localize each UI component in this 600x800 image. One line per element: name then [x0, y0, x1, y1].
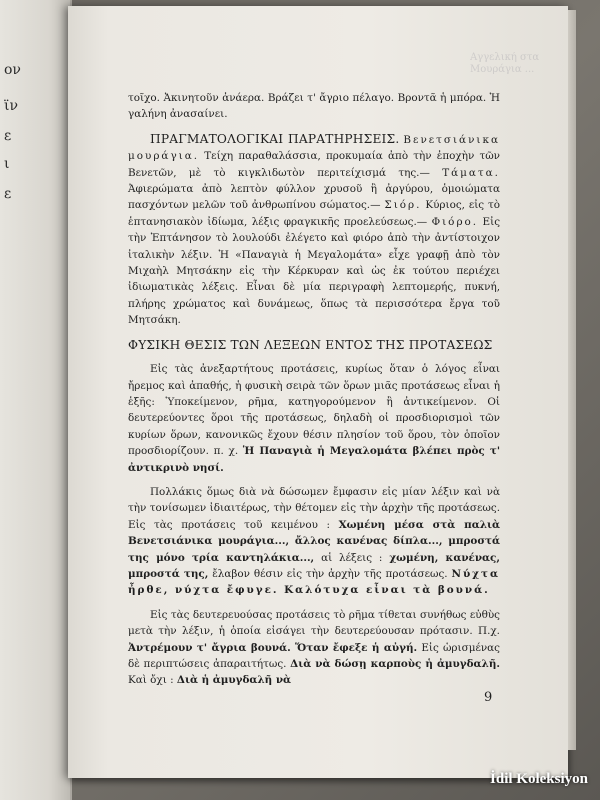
- paragraph-continuation: τοῖχο. Ἀκινητοῦν ἀνάερα. Βράζει τ' ἄγριο πέλαγο. Βροντᾶ ἡ μπόρα. Ἡ γαλήνη ἀνασαίνει.: [128, 92, 500, 121]
- example-text: Ἡ Παναγιὰ ἡ Μεγαλομάτα βλέπει πρὸς τ' ἀντικρινὸ νησί.: [128, 445, 500, 474]
- definition: Κύριος, εἰς τὸ ἑπτανησιακὸν ἰδίωμα, λέξις φραγκικῆς προελεύσεως.—: [128, 199, 500, 228]
- body-text: αἱ λέξεις :: [321, 551, 383, 564]
- watermark: İdil Koleksiyon: [490, 771, 588, 787]
- body-text: Καὶ ὄχι :: [128, 674, 174, 687]
- left-page-fragment: ε: [4, 186, 12, 202]
- left-page-fragment: ον: [4, 62, 21, 78]
- body-text: Εἰς τὰς ἀνεξαρτήτους προτάσεις, κυρίως ὅταν ὁ λόγος εἶναι ἤρεμος καὶ ἀπαθής, ἡ φυσικὴ σειρὰ τῶν ὅρων μιᾶς προτάσεως εἶναι ἡ ἑξῆς: Ὑποκείμενον, ρῆμα, κατηγορούμενον ἢ ἀντικείμενον. Οἱ δευτερεύοντες ὅροι τῆς προτάσεως, δηλαδὴ οἱ προσδιορισμοὶ τῶν κυρίων ὅρων, κανονικῶς ἔχουν θέσιν πλησίον τοῦ ὅρου, τὸν ὁποῖον προσδιορίζουν. π. χ.: [128, 363, 500, 458]
- example-text: Διὰ νὰ δώσῃ καρποὺς ἡ ἀμυγδαλῆ.: [290, 658, 500, 670]
- definition: Εἰς τὴν Ἑπτάνησον τὸ λουλούδι ἐλέγετο καὶ φιόρο ἀπὸ τὴν ἀντίστοιχον ἰταλικὴν λέξιν. Ἡ «Παναγιὰ ἡ Μεγαλομάτα» εἶχε γραφῇ ἀπὸ τὸν Μιχαὴλ Μητσάκην εἰς τὴν Κέρκυραν καὶ ὡς ἐκ τούτου περιέχει ἰδιωματικὰς λέξεις. Εἶναι δὲ μία περιγραφὴ λεπτομερής, πυκνή, πλήρης χρώματος καὶ δυνάμεως, ὅπως τὰ περισσότερα ἔργα τοῦ Μητσάκη.: [128, 215, 501, 327]
- body-text: Πολλάκις ὅμως διὰ νὰ δώσωμεν ἔμφασιν εἰς μίαν λέξιν καὶ νὰ τὴν τονίσωμεν ἰδιαιτέρως, τὴν θέτομεν εἰς τὴν ἀρχὴν τῆς προτάσεως. Εἰς τὰς προτάσεις τοῦ κειμένου :: [128, 485, 500, 531]
- left-facing-page: [0, 0, 72, 800]
- bleed-through-text: Αγγελική στα Μουράγια ...: [470, 52, 540, 75]
- example-text: Διὰ ἡ ἀμυγδαλῆ νὰ: [176, 674, 292, 687]
- page-number: 9: [484, 690, 493, 705]
- page-body: [128, 90, 500, 689]
- term: Φιόρο.: [431, 215, 479, 228]
- example-text: Χωμένη μέσα στὰ παλιὰ Βενετσιάνικα μουράγια..., ἄλλος κανένας δίπλα..., μπροστά της μόνο τρία καντηλάκια...,: [128, 518, 501, 564]
- example-text: Ἀντρέμουν τ' ἄγρια βουνά. Ὅταν ἔφεξε ἡ αὐγή.: [128, 641, 418, 654]
- page-edge: [568, 10, 576, 750]
- left-page-fragment: ϊν: [4, 98, 18, 114]
- section-heading-notes: ΠΡΑΓΜΑΤΟΛΟΓΙΚΑΙ ΠΑΡΑΤΗΡΗΣΕΙΣ.: [150, 131, 400, 146]
- term: Τάματα.: [442, 166, 500, 179]
- paragraph-pragmatological-notes: [128, 131, 500, 329]
- term: Βενετσιάνικα μουράγια.: [128, 133, 500, 163]
- left-page-fragment: ε: [4, 128, 12, 144]
- body-text: Εἰς τὰς δευτερευούσας προτάσεις τὸ ρῆμα τίθεται συνήθως εὐθὺς μετὰ τὴν λέξιν, ἡ ὁποία εἰσάγει τὴν δευτερεύουσαν πρότασιν. Π.χ.: [128, 608, 500, 638]
- example-text: χωμένη, κανένας, μπροστά της,: [128, 551, 501, 580]
- paragraph-emphasis: [128, 484, 500, 599]
- definition: Τείχη παραθαλάσσια, προκυμαία ἀπὸ τὴν ἐποχὴν τῶν Βενετῶν, μὲ τὸ κιγκλιδωτὸν περιτείχισμά της.—: [128, 150, 500, 179]
- example-text: Νύχτα ἦρθε, νύχτα ἔφυγε. Καλότυχα εἶναι τὰ βουνά.: [128, 567, 500, 597]
- term: Σιόρ.: [384, 199, 422, 212]
- body-text: ἔλαβον θέσιν εἰς τὴν ἀρχὴν τῆς προτάσεως.: [212, 567, 448, 580]
- paragraph-word-order: [128, 361, 500, 476]
- paragraph-subordinate-clauses: [128, 607, 500, 689]
- left-page-fragment: ι: [4, 156, 10, 172]
- definition: Ἀφιερώματα ἀπὸ λεπτὸν φύλλον χρυσοῦ ἢ ἀργύρου, ὁμοιώματα πασχόντων μελῶν τοῦ ἀνθρωπίνου σώματος.—: [128, 183, 500, 212]
- section-heading-word-order: ΦΥΣΙΚΗ ΘΕΣΙΣ ΤΩΝ ΛΕΞΕΩΝ ΕΝΤΟΣ ΤΗΣ ΠΡΟΤΑΣΕΩΣ: [128, 337, 493, 352]
- body-text: Εἰς ὡρισμένας δὲ περιπτώσεις ἀπαραιτήτως.: [128, 641, 501, 670]
